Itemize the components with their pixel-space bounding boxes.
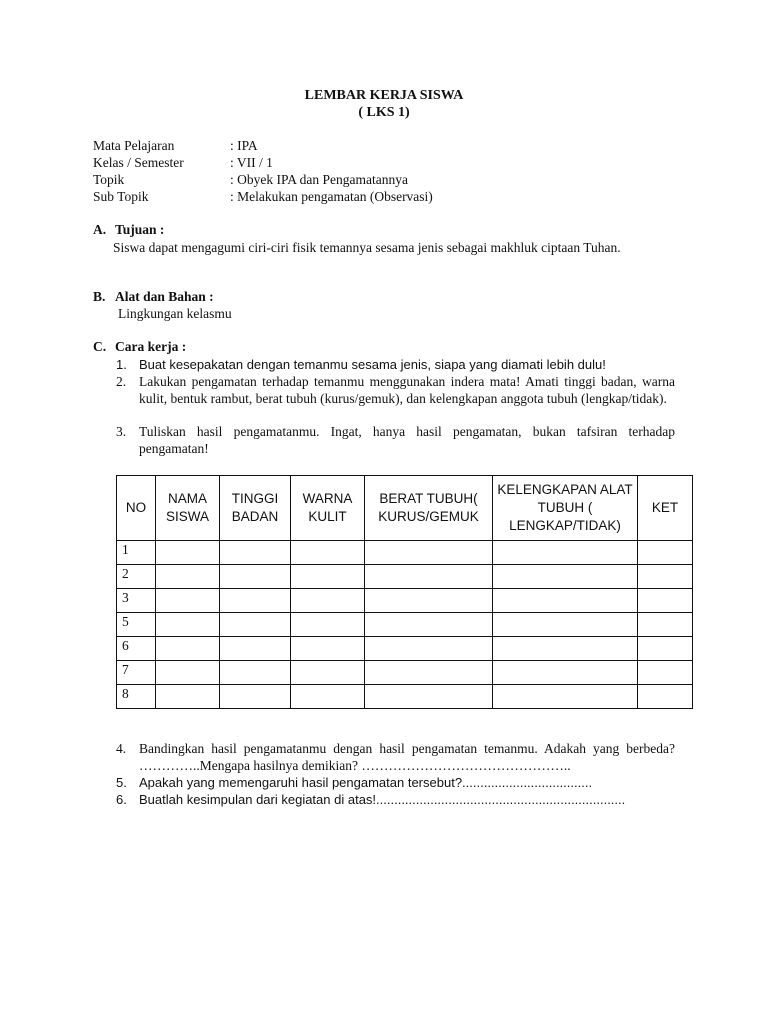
step-text: Buat kesepakatan dengan temanmu sesama jenis, siapa yang diamati lebih dulu! xyxy=(139,357,606,372)
table-cell[interactable] xyxy=(291,661,365,685)
table-cell[interactable] xyxy=(365,565,493,589)
header-name: NAMA SISWA xyxy=(156,476,220,541)
header-weight: BERAT TUBUH( KURUS/GEMUK xyxy=(365,476,493,541)
table-cell[interactable] xyxy=(493,661,638,685)
info-label-topic: Topik xyxy=(93,172,125,187)
table-cell[interactable] xyxy=(638,661,693,685)
table-cell[interactable] xyxy=(291,589,365,613)
info-value-topic: : Obyek IPA dan Pengamatannya xyxy=(230,172,408,187)
table-cell[interactable] xyxy=(156,637,220,661)
section-c-letter: C. xyxy=(93,339,107,354)
row-number: 5 xyxy=(117,613,156,637)
section-a-text: Siswa dapat mengagumi ciri-ciri fisik temannya sesama jenis sebagai makhluk ciptaan Tuhan. xyxy=(113,240,621,255)
step-text: Bandingkan hasil pengamatanmu dengan hasil pengamatan temanmu. Adakah yang berbeda? …………..Mengapa hasilnya demikian? ……………………………………….. xyxy=(139,741,675,773)
table-cell[interactable] xyxy=(493,565,638,589)
table-cell[interactable] xyxy=(493,637,638,661)
table-cell[interactable] xyxy=(638,637,693,661)
row-number: 7 xyxy=(117,661,156,685)
page-title: LEMBAR KERJA SISWA xyxy=(304,88,464,103)
table-cell[interactable] xyxy=(638,613,693,637)
row-number: 3 xyxy=(117,589,156,613)
section-b-heading xyxy=(93,289,214,305)
table-cell[interactable] xyxy=(156,613,220,637)
observation-table xyxy=(116,475,693,709)
table-cell[interactable] xyxy=(365,661,493,685)
table-cell[interactable] xyxy=(156,661,220,685)
table-cell[interactable] xyxy=(220,589,291,613)
table-row xyxy=(117,565,693,589)
table-cell[interactable] xyxy=(493,613,638,637)
section-b-text: Lingkungan kelasmu xyxy=(118,306,232,321)
section-c-heading xyxy=(93,339,186,355)
info-label-class: Kelas / Semester xyxy=(93,155,184,170)
table-row xyxy=(117,661,693,685)
table-cell[interactable] xyxy=(365,685,493,709)
table-row xyxy=(117,589,693,613)
table-cell[interactable] xyxy=(638,565,693,589)
table-row xyxy=(117,685,693,709)
table-row xyxy=(117,541,693,565)
header-height: TINGGI BADAN xyxy=(220,476,291,541)
table-cell[interactable] xyxy=(365,613,493,637)
table-cell[interactable] xyxy=(493,589,638,613)
table-cell[interactable] xyxy=(220,613,291,637)
step-text: Tuliskan hasil pengamatanmu. Ingat, hanya hasil pengamatan, bukan tafsiran terhadap pengamatan! xyxy=(139,424,675,456)
info-value-class: : VII / 1 xyxy=(230,155,273,170)
info-value-subtopic: : Melakukan pengamatan (Observasi) xyxy=(230,189,433,204)
table-header-row xyxy=(117,476,693,541)
table-row xyxy=(117,637,693,661)
table-cell[interactable] xyxy=(156,541,220,565)
step-number: 3. xyxy=(116,424,127,439)
table-cell[interactable] xyxy=(220,637,291,661)
section-a-letter: A. xyxy=(93,222,107,237)
step-number: 4. xyxy=(116,741,127,756)
info-label-subject: Mata Pelajaran xyxy=(93,138,175,153)
section-c-title: Cara kerja : xyxy=(115,339,187,354)
header-skin-color: WARNA KULIT xyxy=(291,476,365,541)
section-a-title: Tujuan : xyxy=(115,222,165,237)
header-no: NO xyxy=(117,476,156,541)
row-number: 6 xyxy=(117,637,156,661)
row-number: 2 xyxy=(117,565,156,589)
row-number: 1 xyxy=(117,541,156,565)
step-text: Apakah yang memengaruhi hasil pengamatan tersebut?.................................... xyxy=(139,775,593,790)
table-cell[interactable] xyxy=(291,565,365,589)
step-text: Lakukan pengamatan terhadap temanmu menggunakan indera mata! Amati tinggi badan, warna kulit, bentuk rambut, berat tubuh (kurus/gemuk), dan kelengkapan anggota tubuh (lengkap/tidak). xyxy=(139,374,675,406)
section-b-title: Alat dan Bahan : xyxy=(115,289,214,304)
table-cell[interactable] xyxy=(220,661,291,685)
table-cell[interactable] xyxy=(365,589,493,613)
table-cell[interactable] xyxy=(291,637,365,661)
table-cell[interactable] xyxy=(365,637,493,661)
step-number: 2. xyxy=(116,374,127,389)
table-row xyxy=(117,613,693,637)
table-cell[interactable] xyxy=(220,685,291,709)
page-subtitle: ( LKS 1) xyxy=(358,105,410,120)
header-note: KET xyxy=(638,476,693,541)
table-cell[interactable] xyxy=(638,541,693,565)
step-text: Buatlah kesimpulan dari kegiatan di atas!..................................................................... xyxy=(139,792,626,807)
info-label-subtopic: Sub Topik xyxy=(93,189,149,204)
table-cell[interactable] xyxy=(365,541,493,565)
section-b-letter: B. xyxy=(93,289,106,304)
table-cell[interactable] xyxy=(493,541,638,565)
table-cell[interactable] xyxy=(156,565,220,589)
table-cell[interactable] xyxy=(638,589,693,613)
table-cell[interactable] xyxy=(220,565,291,589)
step-number: 1. xyxy=(116,357,127,372)
table-cell[interactable] xyxy=(156,589,220,613)
table-cell[interactable] xyxy=(291,541,365,565)
table-cell[interactable] xyxy=(291,613,365,637)
table-cell[interactable] xyxy=(291,685,365,709)
table-cell[interactable] xyxy=(638,685,693,709)
table-cell[interactable] xyxy=(493,685,638,709)
section-a-heading xyxy=(93,222,164,238)
row-number: 8 xyxy=(117,685,156,709)
header-completeness: KELENGKAPAN ALAT TUBUH ( LENGKAP/TIDAK) xyxy=(493,476,638,541)
step-number: 6. xyxy=(116,792,127,807)
step-number: 5. xyxy=(116,775,127,790)
table-cell[interactable] xyxy=(156,685,220,709)
table-cell[interactable] xyxy=(220,541,291,565)
info-value-subject: : IPA xyxy=(230,138,258,153)
